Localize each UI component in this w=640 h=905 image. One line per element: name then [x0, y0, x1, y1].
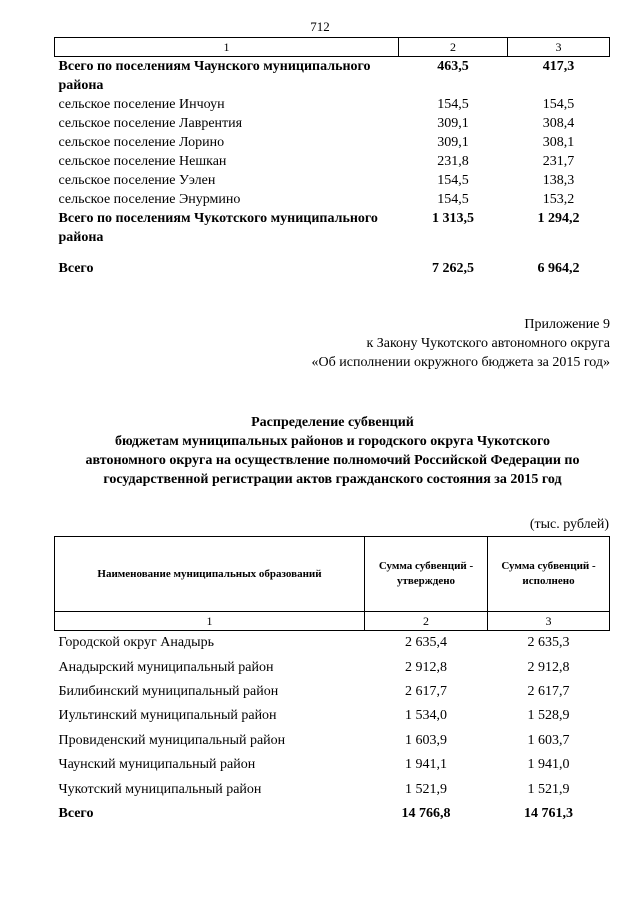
- row-value: 1 603,9: [405, 732, 447, 748]
- table-row: [55, 95, 610, 114]
- row-name: Провиденский муниципальный район: [58, 732, 286, 748]
- row-name: Чукотский муниципальный район: [58, 781, 262, 797]
- page-number: 712: [310, 19, 330, 34]
- document-heading: [60, 413, 605, 489]
- column-number-row: [55, 38, 610, 57]
- column-number: 1: [55, 38, 399, 57]
- column-number: 2: [399, 38, 508, 57]
- row-value: 1 603,7: [527, 732, 570, 748]
- row-value: 463,5: [437, 59, 469, 74]
- column-number: 3: [488, 612, 610, 631]
- row-value: 6 964,2: [537, 261, 580, 276]
- row-value: 138,3: [542, 173, 575, 188]
- table-row: [55, 152, 610, 171]
- heading-line: автономного округа на осуществление полномочий Российской Федерации по: [85, 453, 580, 468]
- table-row: [55, 209, 610, 247]
- column-header: Наименование муниципальных образований: [55, 537, 365, 612]
- row-value: 153,2: [542, 192, 575, 207]
- table-row: [55, 704, 610, 728]
- row-value: 14 761,3: [524, 805, 573, 821]
- table-row: [55, 753, 610, 777]
- subventions-table: [54, 536, 610, 826]
- column-number-row: [55, 612, 610, 631]
- row-value: 1 941,1: [405, 757, 447, 773]
- row-name: сельское поселение Лорино: [58, 135, 225, 150]
- row-value: 154,5: [437, 97, 469, 112]
- row-value: 231,7: [542, 154, 575, 169]
- row-name: сельское поселение Нешкан: [58, 154, 227, 169]
- row-name: сельское поселение Лаврентия: [58, 116, 243, 131]
- row-value: 417,3: [542, 59, 575, 74]
- row-value: 1 528,9: [527, 708, 570, 724]
- row-value: 308,1: [542, 135, 575, 150]
- row-name: сельское поселение Уэлен: [58, 173, 216, 188]
- row-name: Всего: [58, 261, 94, 276]
- heading-line: государственной регистрации актов гражданского состояния за 2015 год: [103, 472, 562, 487]
- row-value: 2 617,7: [527, 683, 570, 699]
- table-row: [55, 777, 610, 801]
- table-row: [55, 631, 610, 656]
- table-row: [55, 114, 610, 133]
- column-header: Сумма субвенций - утверждено: [365, 537, 488, 612]
- column-number: 3: [508, 38, 610, 57]
- row-value: 2 912,8: [405, 659, 447, 675]
- column-header: Сумма субвенций - исполнено: [488, 537, 610, 612]
- appendix-caption: [312, 315, 610, 372]
- row-value: 308,4: [542, 116, 575, 131]
- row-name: Чаунский муниципальный район: [58, 757, 256, 773]
- row-value: 154,5: [437, 173, 469, 188]
- row-value: 2 635,4: [405, 635, 447, 651]
- row-name: Билибинский муниципальный район: [58, 683, 279, 699]
- appendix-law-title: «Об исполнении окружного бюджета за 2015 год»: [311, 355, 610, 370]
- table-row: [55, 171, 610, 190]
- total-row: [55, 802, 610, 826]
- row-value: 231,8: [437, 154, 469, 169]
- table-row: [55, 133, 610, 152]
- table-row: [55, 729, 610, 753]
- row-name: Всего по поселениям Чаунского муниципального района: [58, 59, 371, 93]
- column-number: 2: [365, 612, 488, 631]
- row-value: 309,1: [437, 135, 469, 150]
- row-value: 154,5: [542, 97, 575, 112]
- row-value: 1 534,0: [405, 708, 447, 724]
- table-header-row: [55, 537, 610, 612]
- row-value: 2 912,8: [527, 659, 570, 675]
- row-value: 1 521,9: [405, 781, 447, 797]
- table-row: [55, 655, 610, 679]
- row-name: сельское поселение Инчоун: [58, 97, 225, 112]
- appendix-law-reference: к Закону Чукотского автономного округа: [366, 336, 610, 351]
- table-row: [55, 680, 610, 704]
- row-value: 14 766,8: [401, 805, 451, 821]
- heading-line: бюджетам муниципальных районов и городского округа Чукотского: [115, 434, 550, 449]
- row-value: 1 521,9: [527, 781, 570, 797]
- table-row: [55, 57, 610, 96]
- row-name: Иультинский муниципальный район: [58, 708, 277, 724]
- row-value: 154,5: [437, 192, 469, 207]
- row-name: Городской округ Анадырь: [58, 635, 214, 651]
- row-value: 1 941,0: [527, 757, 570, 773]
- units-label: (тыс. рублей): [529, 517, 609, 532]
- row-value: 7 262,5: [432, 261, 474, 276]
- row-name: сельское поселение Энурмино: [58, 192, 241, 207]
- row-value: 2 617,7: [405, 683, 447, 699]
- appendix-number: Приложение 9: [524, 317, 610, 332]
- row-value: 309,1: [437, 116, 469, 131]
- table-row: [55, 190, 610, 209]
- settlements-table: [54, 37, 610, 278]
- row-name: Всего по поселениям Чукотского муниципального района: [58, 211, 378, 245]
- total-row: [55, 247, 610, 278]
- row-name: Всего: [58, 805, 94, 821]
- column-number: 1: [55, 612, 365, 631]
- row-value: 2 635,3: [527, 635, 570, 651]
- row-name: Анадырский муниципальный район: [58, 659, 274, 675]
- row-value: 1 313,5: [432, 211, 474, 226]
- row-value: 1 294,2: [537, 211, 580, 226]
- heading-line: Распределение субвенций: [251, 415, 414, 430]
